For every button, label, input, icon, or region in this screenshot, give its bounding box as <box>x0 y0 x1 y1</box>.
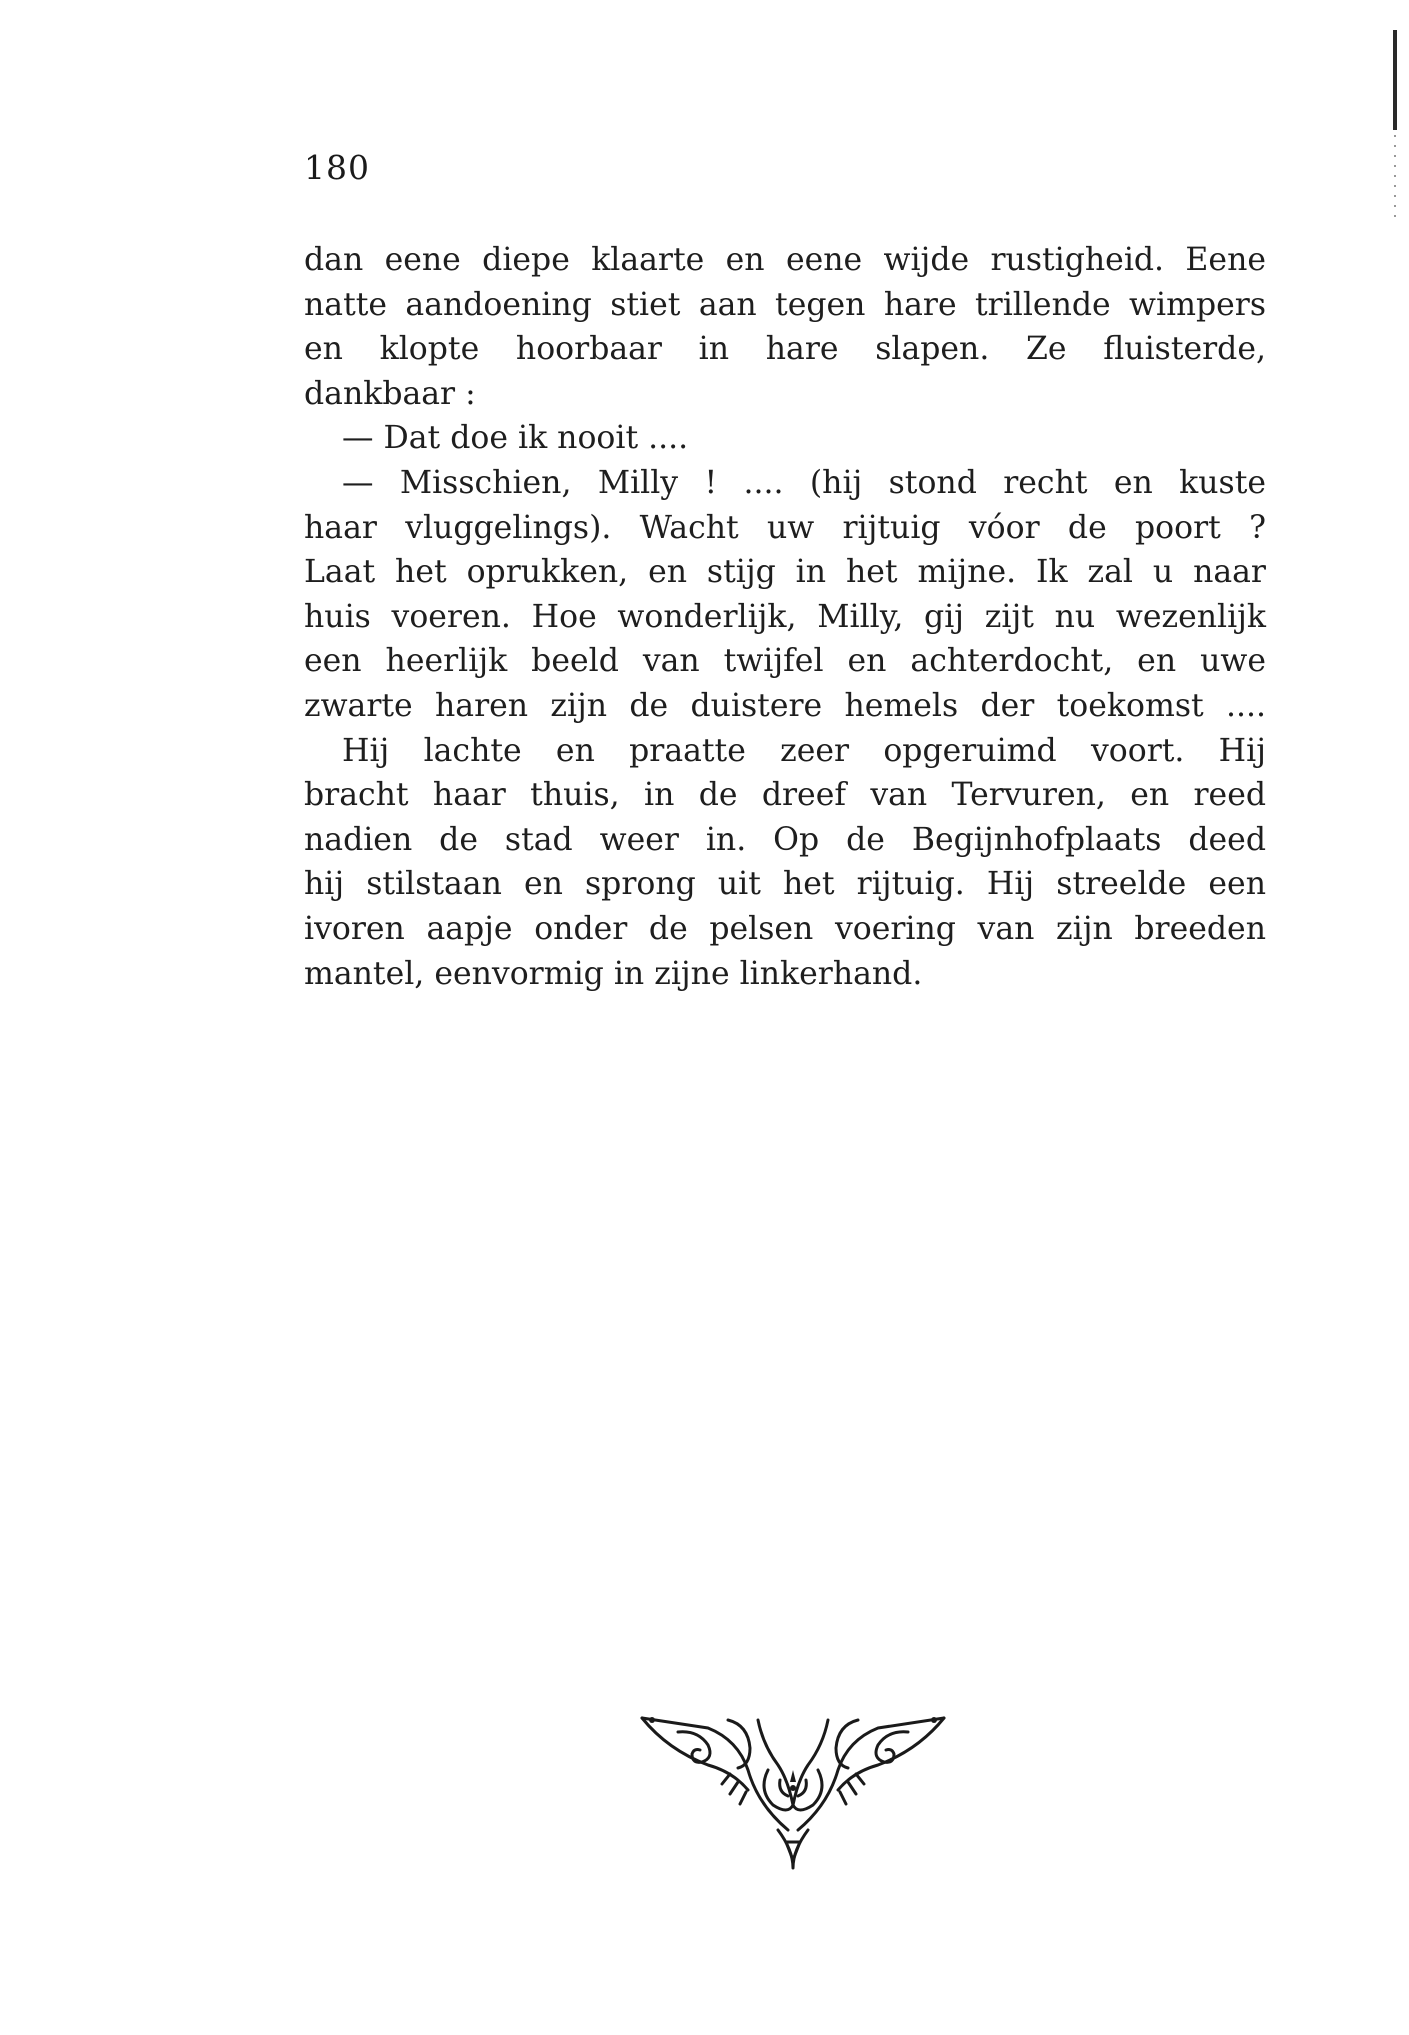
text-line: hij stilstaan en sprong uit het rijtuig. Hij streelde een <box>304 866 1266 903</box>
paragraph-start-line: Hij lachte en praatte zeer opgeruimd voort. Hij <box>342 732 1266 769</box>
text-line: zwarte haren zijn de duistere hemels der toekomst .... <box>304 687 1266 724</box>
dialogue-line: — Dat doe ik nooit .... <box>342 420 689 457</box>
page-edge-mark <box>1393 30 1397 130</box>
decorative-ornament-icon <box>638 1710 948 1870</box>
dialogue-line: — Misschien, Milly ! .... (hij stond recht en kuste <box>342 464 1266 501</box>
text-line: een heerlijk beeld van twijfel en achterdocht, en uwe <box>304 643 1266 680</box>
body-text <box>304 238 1266 996</box>
text-line: en klopte hoorbaar in hare slapen. Ze fluisterde, <box>304 331 1266 368</box>
text-line: huis voeren. Hoe wonderlijk, Milly, gij zijt nu wezenlijk <box>304 598 1266 635</box>
text-line: dan eene diepe klaarte en eene wijde rustigheid. Eene <box>304 242 1266 278</box>
text-line: dankbaar : <box>304 375 476 412</box>
text-line: haar vluggelings). Wacht uw rijtuig vóor de poort ? <box>304 509 1266 546</box>
text-line: nadien de stad weer in. Op de Begijnhofplaats deed <box>304 821 1266 858</box>
text-line: Laat het oprukken, en stijg in het mijne. Ik zal u naar <box>304 554 1266 591</box>
text-line: natte aandoening stiet aan tegen hare trillende wimpers <box>304 286 1266 323</box>
text-line: mantel, eenvormig in zijne linkerhand. <box>304 955 923 992</box>
page-number: 180 <box>304 148 370 187</box>
text-line: ivoren aapje onder de pelsen voering van zijn breeden <box>304 910 1266 947</box>
text-line: bracht haar thuis, in de dreef van Tervuren, en reed <box>304 777 1266 814</box>
page-edge-dots <box>1394 135 1396 225</box>
